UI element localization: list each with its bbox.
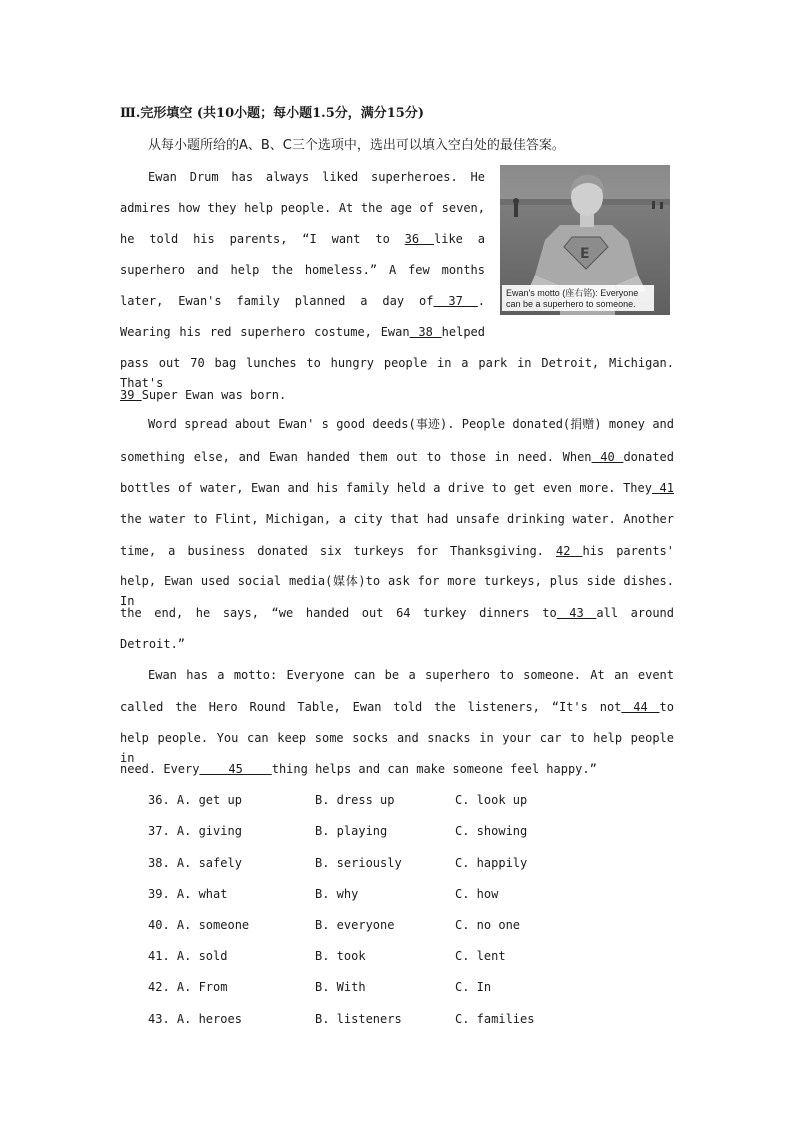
passage-line: bottles of water, Ewan and his family held a drive to get even more. They 41 <box>120 481 674 495</box>
option-b[interactable]: B. With <box>315 980 366 994</box>
passage-line: something else, and Ewan handed them out to those in need. When 40 donated <box>120 450 675 464</box>
passage-line: admires how they help people. At the age of seven, <box>120 201 485 215</box>
svg-text:E: E <box>580 246 590 262</box>
blank-45: 45 <box>199 762 272 776</box>
option-b[interactable]: B. playing <box>315 824 388 838</box>
option-c[interactable]: C. families <box>455 1012 535 1026</box>
option-a[interactable]: 38. A. safely <box>148 856 242 870</box>
passage-line: Wearing his red superhero costume, Ewan 38 helped <box>120 325 486 339</box>
option-b[interactable]: B. seriously <box>315 856 402 870</box>
passage-line: Word spread about Ewan' s good deeds(事迹). People donated(捐赠) money and <box>148 417 674 431</box>
passage-line: Detroit.” <box>120 637 186 651</box>
option-c[interactable]: C. no one <box>455 918 521 932</box>
option-c[interactable]: C. how <box>455 887 499 901</box>
passage-line: pass out 70 bag lunches to hungry people in a park in Detroit, Michigan. That's <box>120 356 674 390</box>
option-a[interactable]: 40. A. someone <box>148 918 250 932</box>
option-b[interactable]: B. listeners <box>315 1012 402 1026</box>
blank-44: 44 <box>621 700 660 714</box>
passage-line: called the Hero Round Table, Ewan told the listeners, “It's not 44 to <box>120 700 674 714</box>
passage-line: the end, he says, “we handed out 64 turkey dinners to 43 all around <box>120 606 675 620</box>
option-a[interactable]: 43. A. heroes <box>148 1012 242 1026</box>
passage-line: help people. You can keep some socks and snacks in your car to help people in <box>120 731 674 765</box>
caption-line-2: can be a superhero to someone. <box>506 299 636 309</box>
question-43 <box>148 1009 648 1029</box>
passage-line: the water to Flint, Michigan, a city that had unsafe drinking water. Another <box>120 512 674 526</box>
option-a[interactable]: 42. A. From <box>148 980 228 994</box>
question-39 <box>148 884 648 904</box>
blank-39: 39 <box>120 388 142 402</box>
section-instruction: 从每小题所给的A、B、C三个选项中，选出可以填入空白处的最佳答案。 <box>148 138 565 153</box>
question-38 <box>148 853 648 873</box>
blank-43: 43 <box>556 606 597 620</box>
blank-42: 42 <box>555 544 583 558</box>
blank-36: 36 <box>404 232 434 246</box>
option-c[interactable]: C. showing <box>455 824 528 838</box>
question-41 <box>148 946 648 966</box>
passage-line: later, Ewan's family planned a day of 37 . <box>120 294 486 308</box>
question-40 <box>148 915 648 935</box>
blank-40: 40 <box>591 450 624 464</box>
option-b[interactable]: B. why <box>315 887 359 901</box>
option-c[interactable]: C. happily <box>455 856 528 870</box>
blank-37: 37 <box>433 294 478 308</box>
option-c[interactable]: C. look up <box>455 793 528 807</box>
blank-41: 41 <box>651 481 674 495</box>
option-c[interactable]: C. In <box>455 980 492 994</box>
option-a[interactable]: 36. A. get up <box>148 793 242 807</box>
question-42 <box>148 977 648 997</box>
section-title: Ⅲ.完形填空 (共10小题；每小题1.5分，满分15分) <box>120 106 424 121</box>
passage-line: 39 Super Ewan was born. <box>120 388 287 402</box>
passage-line: time, a business donated six turkeys for Thanksgiving. 42 his parents' <box>120 544 674 558</box>
passage-line: Ewan has a motto: Everyone can be a superhero to someone. At an event <box>148 668 674 682</box>
passage-line: help, Ewan used social media(媒体)to ask for more turkeys, plus side dishes. In <box>120 574 674 608</box>
passage-line: superhero and help the homeless.” A few months <box>120 263 485 277</box>
option-a[interactable]: 41. A. sold <box>148 949 228 963</box>
option-c[interactable]: C. lent <box>455 949 506 963</box>
option-b[interactable]: B. dress up <box>315 793 395 807</box>
option-b[interactable]: B. took <box>315 949 366 963</box>
question-37 <box>148 821 648 841</box>
passage-line: Ewan Drum has always liked superheroes. He <box>148 170 485 184</box>
passage-line: need. Every 45 thing helps and can make someone feel happy.” <box>120 762 597 776</box>
ewan-photo <box>500 165 670 315</box>
option-a[interactable]: 39. A. what <box>148 887 228 901</box>
ewan-superhero-image <box>500 165 670 315</box>
option-b[interactable]: B. everyone <box>315 918 395 932</box>
caption-line-1: Ewan's motto (座右铭): Everyone <box>506 288 639 298</box>
passage-line: he told his parents, “I want to 36 like a <box>120 232 485 246</box>
question-36 <box>148 790 648 810</box>
blank-38: 38 <box>409 325 442 339</box>
option-a[interactable]: 37. A. giving <box>148 824 242 838</box>
